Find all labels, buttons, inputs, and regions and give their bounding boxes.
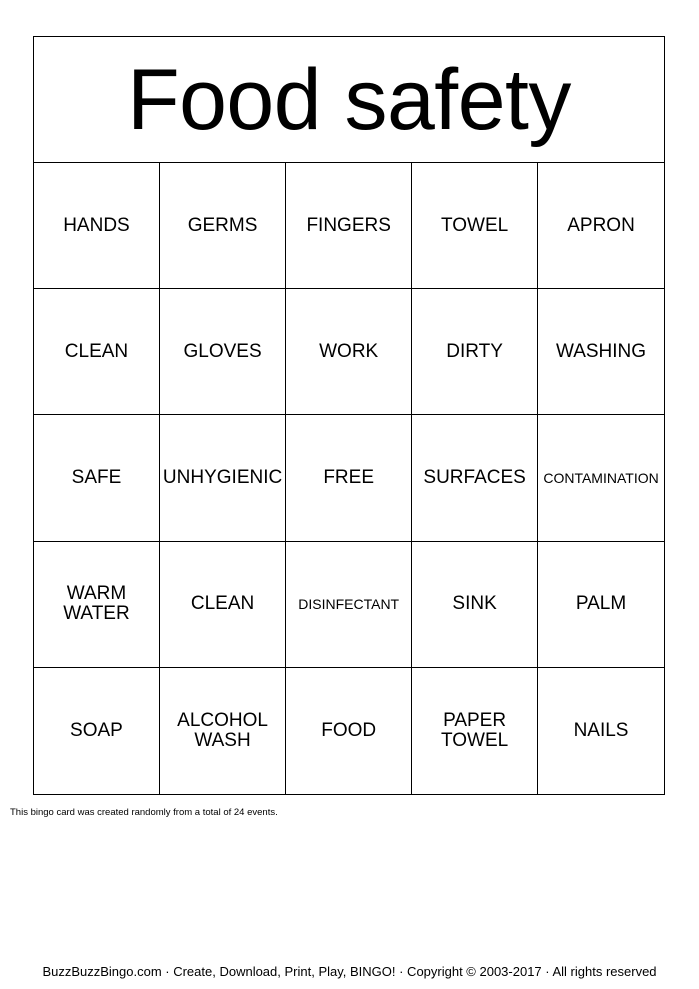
bingo-card [33,36,665,795]
bingo-cell: SAFE [34,415,160,541]
bingo-cell: ALCOHOL WASH [160,668,286,794]
bingo-cell: WASHING [538,289,664,415]
bingo-cell: SINK [412,542,538,668]
footer-text: BuzzBuzzBingo.com · Create, Download, Print, Play, BINGO! · Copyright © 2003-2017 · All rights reserved [42,964,657,979]
bingo-cell: CLEAN [160,542,286,668]
bingo-cell: SURFACES [412,415,538,541]
bingo-cell: SOAP [34,668,160,794]
bingo-cell: CONTAMINATION [538,415,664,541]
bingo-cell: GLOVES [160,289,286,415]
card-title: Food safety [127,51,571,148]
bingo-cell: DIRTY [412,289,538,415]
bingo-cell: HANDS [34,163,160,289]
bingo-cell: PALM [538,542,664,668]
title-box [34,37,664,163]
bingo-cell: FOOD [286,668,412,794]
bingo-cell: NAILS [573,719,629,741]
bingo-cell: FINGERS [286,163,412,289]
bingo-cell: GERMS [160,163,286,289]
bingo-cell: FREE [286,415,412,541]
bingo-cell: WARM WATER [34,542,160,668]
bingo-cell: PAPER TOWEL [412,668,538,794]
bingo-cell: TOWEL [412,163,538,289]
bingo-cell: WORK [286,289,412,415]
bingo-cell: UNHYGIENIC [160,415,286,541]
bingo-cell: CLEAN [34,289,160,415]
bingo-cell: APRON [538,163,664,289]
bingo-cell: DISINFECTANT [286,542,412,668]
bingo-grid [34,163,664,794]
generation-note: This bingo card was created randomly from a total of 24 events. [10,807,278,818]
